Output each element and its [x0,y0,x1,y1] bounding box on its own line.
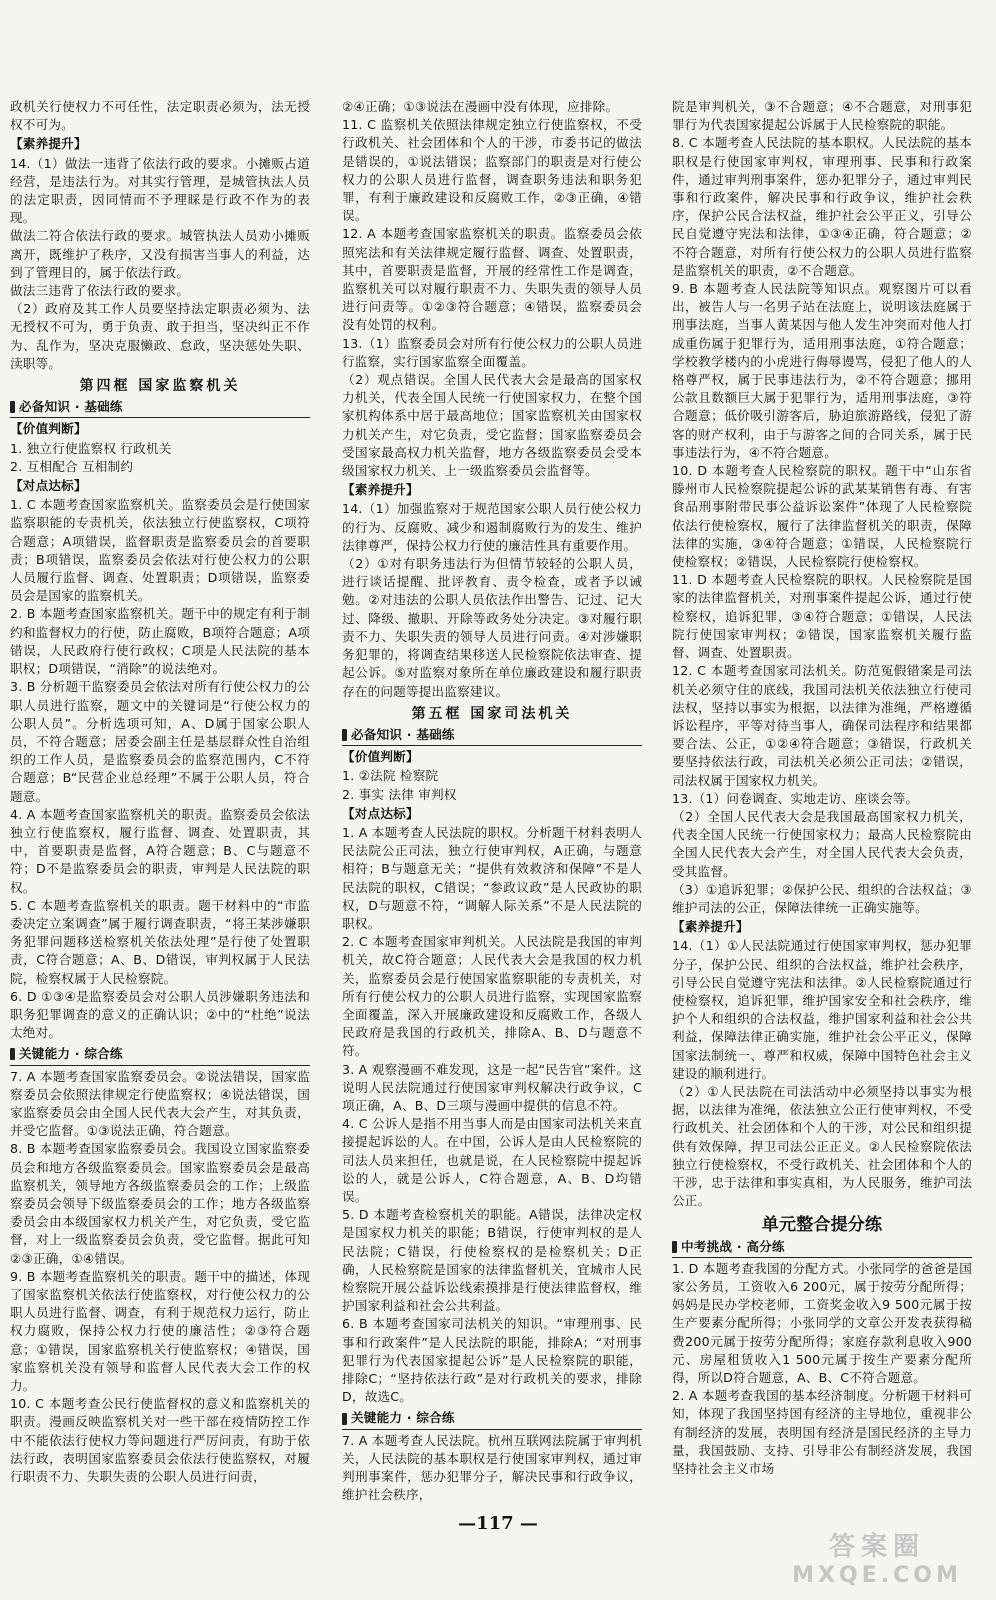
answer-paragraph: 11. C 监察机关依照法律规定独立行使监察权，不受行政机关、社会团体和个人的干涉，市委书记的做法是错误的，①说法错误；监察部门的职责是对行使公权力的公职人员进行监督，调查职务违法和职务犯罪，有利于廉政建设和反腐败工作，②③正确，④错误。 [342,117,642,224]
answer-paragraph: 1. C 本题考查国家监察机关。监察委员会是行使国家监察职能的专责机关，依法独立行使监察权，C项符合题意；A项错误，监督职责是监察委员会的首要职责；B项错误，监察委员会依法对行使公权力的公职人员履行监督、调查、处置职责；D项错误，监察委员会是国家的监察机关。 [10,497,310,604]
answer-paragraph: 2. C 本题考查国家审判机关。人民法院是我国的审判机关，故C符合题意；人民代表大会是我国的权力机关，监察委员会是行使国家监察职能的专责机关，对所有行使公权力的公职人员进行监察，实现国家监察全面覆盖，深入开展廉政建设和反腐败工作，各级人民政府是我国的行政机关，排除A、B、D与题意不符。 [342,934,642,1059]
answer-paragraph: 11. D 本题考查人民检察院的职权。人民检察院是国家的法律监督机关，对刑事案件提起公诉，通过行使检察权，追诉犯罪，③④符合题意；①错误，人民法院行使国家审判权；②错误，国家监察机关履行监督、调查、处置职责。 [672,572,972,661]
answer-paragraph: 2. A 本题考查我国的基本经济制度。分析题干材料可知，体现了我国坚持国有经济的主导地位，重视非公有制经济的发展，表明国有经济是国民经济的主导力量，我国鼓励、支持、引导非公有制经济发展，我国坚持社会主义市场 [672,1388,972,1477]
answer-paragraph: （2）政府及其工作人员要坚持法定职责必须为、法无授权不可为，勇于负责、敢于担当，坚决纠正不作为、乱作为，坚决克服懒政、怠政，坚决惩处失职、渎职等。 [10,301,310,371]
bar-mark-icon [342,729,347,741]
section-bar-label: 必备知识 · 基础练 [351,726,455,742]
answer-paragraph: 3. A 观察漫画不难发现，这是一起“民告官”案件。这说明人民法院通过行使国家审判权解决行政争议，C项正确，A、B、D三项与漫画中提供的信息不符。 [342,1061,642,1113]
answer-paragraph: 2. 互相配合 互相制约 [10,458,134,474]
answer-paragraph: 14.（1）加强监察对于规范国家公职人员行使公权力的行为、反腐败、减少和遏制腐败行为的发生、维护法律尊严，保持公权力行使的廉洁性具有重要作用。 [342,501,642,553]
subsection-heading: 【素养提升】 [342,482,419,498]
subsection-heading: 【对点达标】 [10,478,87,494]
answer-paragraph: 6. B 本题考查国家司法机关的知识。“审理刑事、民事和行政案件”是人民法院的职能，排除A；“对刑事犯罪行为代表国家提起公诉”是人民检察院的职能，排除C；“坚持依法行政”是对行政机关的要求，排除D，故选C。 [342,1316,642,1405]
section-bar-label: 中考挑战 · 高分练 [681,1238,785,1254]
answer-paragraph: （2）观点错误。全国人民代表大会是最高的国家权力机关，代表全国人民统一行使国家权力，在整个国家机构体系中居于最高地位；国家监察机关由国家权力机关产生，对它负责，受它监督；国家监察委员会受国家最高权力机关监督，地方各级监察委员会受本级国家权力机关、上一级监察委员会监督等。 [342,372,642,479]
answer-paragraph: 2. B 本题考查国家监察机关。题干中的规定有利于制约和监督权力的行使，防止腐败，B项符合题意；A项错误，人民政府行使行政权；C项是人民法院的基本职权；D项错误，“消除”的说法绝对。 [10,606,310,677]
section-bar [10,1045,310,1065]
answer-paragraph: 10. D 本题考查人民检察院的职权。题干中“山东省滕州市人民检察院提起公诉的武某某销售有毒、有害食品刑事附带民事公益诉讼案件”体现了人民检察院依法行使检察权，履行了法律监督机关的职责，保障法律的实施，③④符合题意；①错误，人民检察院行使检察权；②错误，人民检察院行使检察权。 [672,463,972,570]
answer-paragraph: 13.（1）监察委员会对所有行使公权力的公职人员进行监察，实行国家监察全面覆盖。 [342,335,642,369]
answer-paragraph: 7. A 本题考查国家监察委员会。②说法错误，国家监察委员会依照法律规定行使监察权；④说法错误，国家监察委员会由全国人民代表大会产生，对其负责，并受它监督。①③说法正确，符合题意。 [10,1068,310,1139]
answer-paragraph: 4. C 公诉人是指不用当事人而是由国家司法机关来直接提起诉讼的人。在中国，公诉人是由人民检察院的司法人员来担任，也就是说，在人民检察院中提起诉讼的人，就是公诉人，C符合题意，A、B、D均错误。 [342,1116,642,1204]
answer-paragraph: 做法三违背了依法行政的要求。 [10,283,190,299]
subsection-heading: 【素养提升】 [10,136,87,152]
bar-mark-icon [672,1241,677,1253]
answer-paragraph: 12. A 本题考查国家监察机关的职责。监察委员会依照宪法和有关法律规定履行监督、调查、处置职责，其中，首要职责是监督，开展的经常性工作是调查，监察机关可以对履行职责不力、失职失责的领导人员进行问责等。①②③符合题意；④错误，监察委员会没有处罚的权利。 [342,226,642,333]
subsection-heading: 【对点达标】 [342,805,419,821]
answer-paragraph: 3. B 分析题干监察委员会依法对所有行使公权力的公职人员进行监察，题文中的关键词是“行使公权力的公职人员”。分析选项可知，A、D属于国家公职人员，不符合题意；居委会副主任是基层群众性自治组织的工作人员，是监察委员会的监察范围内，C不符合题意；B“民营企业总经理”不属于公职人员，符合题意。 [10,679,310,804]
watermark-logo [772,1520,982,1594]
answer-paragraph: 12. C 本题考查国家司法机关。防范冤假错案是司法机关必须守住的底线，我国司法机关依法独立行使司法权，坚持以事实为根据，以法律为准绳，严格遵循诉讼程序，平等对待当事人，确保司法程序和结果都要合法、公正，①②④符合题意；③错误，行政机关要坚持依法行政，司法机关必须公正司法；②错误，司法权属于国家权力机关。 [672,663,972,788]
section-bar [342,726,642,746]
bar-mark-icon [10,401,15,413]
answer-paragraph: 政机关行使权力不可任性，法定职责必须为，法无授权不可为。 [10,99,310,133]
answer-paragraph: 9. B 本题考查人民法院等知识点。观察图片可以看出，被告人与一名男子站在法庭上，说明该法庭属于刑事法庭，当事人黄某因与他人发生冲突而对他人打成重伤属于犯罪行为，适用刑事法庭，①符合题意；学校教学楼内的小虎进行侮辱谩骂，侵犯了他人的人格尊严权，属于民事违法行为，②不符合题意；挪用公款且数额巨大属于犯罪行为，适用刑事法庭，③符合题意；低价吸引游客后，胁迫旅游路线，侵犯了游客的财产权利，由于与游客之间的合同关系，属于民事违法行为，④不符合题意。 [672,281,972,460]
answer-paragraph: 1. 独立行使监察权 行政机关 [10,440,172,456]
column-left [10,98,310,1486]
section-bar-label: 关键能力 · 综合练 [19,1046,123,1062]
answer-paragraph: 10. C 本题考查公民行使监督权的意义和监察机关的职责。漫画反映监察机关对一些干部在疫情防控工作中不能依法行使权力等问题进行严厉问责，有助于依法行政，表明国家监察委员会依法行使监察权，对履行职责不力、失职失责的公职人员进行问责， [10,1396,310,1485]
answer-paragraph: 6. D ①③④是监察委员会对公职人员涉嫌职务违法和职务犯罪调查的意义的正确认识；②中的“杜绝”说法太绝对。 [10,988,310,1041]
answer-paragraph: 院是审判机关，③不合题意；④不合题意，对刑事犯罪行为代表国家提起公诉属于人民检察院的职能。 [672,99,972,133]
section-title: 第四框 国家监察机关 [79,378,241,395]
bar-mark-icon [342,1413,347,1425]
section-bar-label: 关键能力 · 综合练 [351,1410,455,1426]
answer-paragraph: 1. ②法院 检察院 [342,768,439,784]
column-right [672,98,972,1478]
answer-paragraph: 13.（1）问卷调查、实地走访、座谈会等。 [672,790,919,806]
section-bar [672,1238,972,1258]
answer-paragraph: 9. B 本题考查监察机关的职责。题干中的描述，体现了国家监察机关依法行使监察权，对行使公权力的公职人员进行监督、调查，有利于规范权力运行，防止权力腐败，保持公权力行使的廉洁性；②③符合题意；①错误，国家监察机关行使监察权；④错误，国家监察机关没有领导和监督人民代表大会工作的权力。 [10,1268,310,1394]
answer-paragraph: 7. A 本题考查人民法院。杭州互联网法院属于审判机关，人民法院的基本职权是行使国家审判权，通过审判刑事案件，惩办犯罪分子，解决民事和行政争议，维护社会秩序， [342,1432,642,1503]
answer-paragraph: 4. A 本题考查国家监察机关的职责。监察委员会依法独立行使监察权，履行监督、调查、处置职责，其中，首要职责是监督，A符合题意；B、C与题意不符；D不是监察委员会的职责，审判是人民法院的职权。 [10,806,310,895]
answer-paragraph: （2）①对有职务违法行为但情节较轻的公职人员，进行谈话提醒、批评教育、责令检查，或者予以诫勉。②对违法的公职人员依法作出警告、记过、记大过、降级、撤职、开除等政务处分决定。③对履行职责不力、失职失责的领导人员进行问责。④对涉嫌职务犯罪的，将调查结果移送人民检察院依法审查、提起公诉。⑤对监察对象所在单位廉政建设和履行职责存在的问题等提出监察建议。 [342,556,642,699]
answer-paragraph: 2. 事实 法律 审判权 [342,786,457,802]
answer-paragraph: 做法二符合依法行政的要求。城管执法人员劝小摊贩离开，既维护了秩序，又没有损害当事人的利益，达到了管理目的，属于依法行政。 [10,228,310,280]
section-bar [10,398,310,418]
answer-paragraph: 8. C 本题考查人民法院的基本职权。人民法院的基本职权是行使国家审判权，审理刑事、民事和行政案件，通过审判刑事案件，惩办犯罪分子，通过审判民事和行政案件，解决民事和行政争议，维护社会秩序，保护公民合法权益，维护社会公平正义，引导公民自觉遵守宪法和法律，①③④正确，符合题意；②不符合题意，对所有行使公权力的公职人员进行监察是监察机关的职责，②不合题意。 [672,135,972,278]
subsection-heading: 【价值判断】 [10,421,87,437]
answer-paragraph: 8. B 本题考查国家监察委员会。我国设立国家监察委员会和地方各级监察委员会。国家监察委员会是最高监察机关，领导地方各级监察委员会的工作；上级监察委员会领导下级监察委员会的工作；地方各级监察委员会由本级国家权力机关产生，对它负责，受它监督，对上一级监察委员会负责，受它监督。据此可知②③正确，①④错误。 [10,1141,310,1266]
answer-paragraph: 1. A 本题考查人民法院的职权。分析题干材料表明人民法院公正司法，独立行使审判权，A正确，与题意相符；B与题意无关；“提供有效救济和保障”不是人民法院的职权，C错误；“参政议政”是人民政协的职权，D与题意不符，“调解人际关系”不是人民法院的职权。 [342,824,642,931]
subsection-heading: 【价值判断】 [342,749,419,765]
column-middle [342,98,642,1504]
answer-paragraph: 1. D 本题考查我国的分配方式。小张同学的爸爸是国家公务员，工资收入6 200元，属于按劳分配所得；妈妈是民办学校老师，工资奖金收入9 500元属于按生产要素分配所得；小张同学的文章公开发表获得稿费200元属于按劳分配所得；家庭存款利息收入900元、房屋租赁收入1 500元属于按生产要素分配所得，所以D符合题意，A、B、C不符合题意。 [672,1260,972,1386]
answer-paragraph: （2）①人民法院在司法活动中必须坚持以事实为根据，以法律为准绳，依法独立公正行使审判权，不受行政机关、社会团体和个人的干涉，对公民和组织提供有效保障，捍卫司法公正正义。②人民检察院依法独立行使检察权，不受行政机关、社会团体和个人的干涉，忠于法律和事实真相，为人民服务，维护司法公正。 [672,1083,972,1209]
section-title: 第五框 国家司法机关 [411,705,573,722]
section-bar [342,1409,642,1429]
answer-paragraph: ②④正确；①③说法在漫画中没有体现，应排除。 [342,99,619,114]
answer-paragraph: （2）全国人民代表大会是我国最高国家权力机关，代表全国人民统一行使国家权力；最高人民检察院由全国人民代表大会产生，对全国人民代表大会负责，受其监督。 [672,808,972,879]
watermark-bottom-text: MXQE.COM [792,1563,962,1588]
subsection-heading: 【素养提升】 [672,919,749,935]
watermark-top-text: 答案圈 [828,1532,925,1562]
section-bar-label: 必备知识 · 基础练 [19,399,123,415]
answer-paragraph: 14.（1）①人民法院通过行使国家审判权，惩办犯罪分子，保护公民、组织的合法权益，维护社会秩序，引导公民自觉遵守宪法和法律。②人民检察院通过行使检察权，追诉犯罪，维护国家安全和社会秩序，维护个人和组织的合法权益，维护国家利益和社会公共利益，保障法律正确实施，维护社会公平正义，保障国家法制统一、尊严和权威，保障中国特色社会主义建设的顺利进行。 [672,938,972,1081]
answer-paragraph: 5. C 本题考查监察机关的职责。题干材料中的“市监委决定立案调查”属于履行调查职责，“将王某涉嫌职务犯罪问题移送检察机关依法处理”是行使了处置职责，C符合题意；A、B、D错误，审判权属于人民法院，检察权属于人民检察院。 [10,897,310,986]
unit-title: 单元整合提分练 [761,1215,883,1236]
answer-paragraph: 14.（1）做法一违背了依法行政的要求。小摊贩占道经营，是违法行为。对其实行管理，是城管执法人员的法定职责，因同情而不予理睬是行政不作为的表现。 [10,155,310,226]
answer-paragraph: （3）①追诉犯罪；②保护公民、组织的合法权益；③维护司法的公正，保障法律统一正确实施等。 [672,881,972,915]
bar-mark-icon [10,1048,15,1060]
page-number: —117 — [458,1513,538,1534]
answer-paragraph: 5. D 本题考查检察机关的职能。A错误，法律决定权是国家权力机关的职能；B错误，行使审判权的是人民法院；C错误，行使检察权的是检察机关；D正确，人民检察院是国家的法律监督机关，宜城市人民检察院开展公益诉讼线索摸排是行使法律监督权，维护国家利益和社会公共利益。 [342,1207,642,1314]
